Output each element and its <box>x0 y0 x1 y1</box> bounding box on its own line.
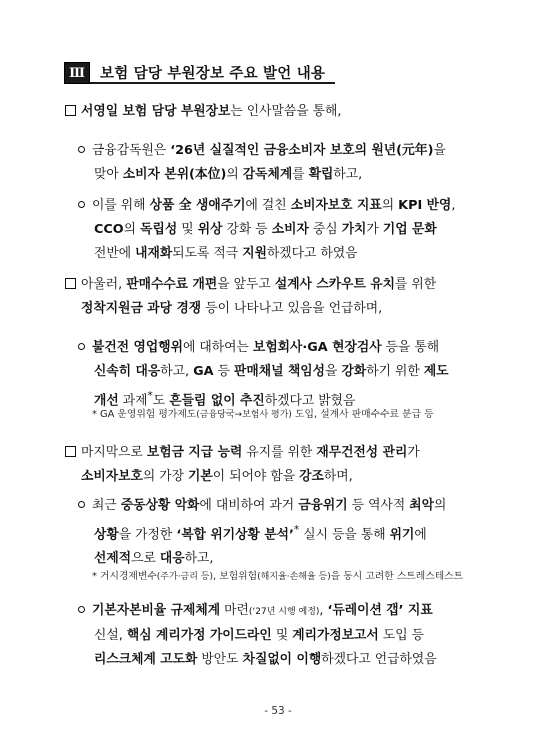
footnote-ga: * GA 운영위험 평가제도(금융당국→보험사 평가) 도입, 설계사 판매수수료 분급 등 <box>92 409 434 420</box>
paragraph-solvency <box>65 441 420 489</box>
circle-bullet-icon <box>78 501 85 508</box>
paragraph-intro <box>65 100 341 124</box>
text-line: 전반에 내재화되도록 적극 지원하겠다고 하였음 <box>94 246 358 261</box>
text-line: 금융감독원은 ‘26년 실질적인 금융소비자 보호의 원년(元年)을 <box>78 139 446 163</box>
section-title: 보험 담당 부원장보 주요 발언 내용 <box>90 62 335 84</box>
bullet-capital-ratio <box>78 599 437 672</box>
paragraph-commission <box>65 273 436 321</box>
text-line: 마지막으로 보험금 지급 능력 유지를 위한 재무건전성 관리가 <box>65 441 420 465</box>
text-line: 개선 과제*도 흔들림 없이 추진하겠다고 밝혔음 <box>94 389 356 409</box>
square-bullet-icon <box>65 446 76 457</box>
text-line: 이를 위해 상품 全 생애주기에 걸친 소비자보호 지표의 KPI 반영, <box>78 194 455 218</box>
circle-bullet-icon <box>78 201 85 208</box>
text-line: 아울러, 판매수수료 개편을 앞두고 설계사 스카우트 유치를 위한 <box>65 273 436 297</box>
square-bullet-icon <box>65 105 76 116</box>
text-line: 상황을 가정한 ‘복합 위기상황 분석’* 실시 등을 통해 위기에 <box>94 523 427 543</box>
text-line: 최근 중동상황 악화에 대비하여 과거 금융위기 등 역사적 최악의 <box>78 494 446 518</box>
circle-bullet-icon <box>78 146 85 153</box>
text-line: 불건전 영업행위에 대하여는 보험회사·GA 현장검사 등을 통해 <box>78 336 449 360</box>
circle-bullet-icon <box>78 606 85 613</box>
circle-bullet-icon <box>78 343 85 350</box>
bullet-inspection <box>78 336 449 413</box>
footnote-stress-test: * 거시경제변수(주가·금리 등), 보험위험(해지율·손해율 등)을 동시 고려한 스트레스테스트 <box>92 571 464 582</box>
section-number: Ⅲ <box>64 62 90 84</box>
page-number: - 53 - <box>264 705 292 717</box>
square-bullet-icon <box>65 278 76 289</box>
text-line: CCO의 독립성 및 위상 강화 등 소비자 중심 가치가 기업 문화 <box>94 222 437 237</box>
text-line: 정착지원금 과당 경쟁 등이 나타나고 있음을 언급하며, <box>81 301 383 316</box>
bullet-kpi <box>78 194 455 266</box>
text-line: 서영일 보험 담당 부원장보는 인사말씀을 통해, <box>65 100 341 124</box>
bullet-consumer-focus <box>78 139 446 187</box>
text-line: 기본자본비율 규제체계 마련(‘27년 시행 예정), ‘듀레이션 갭’ 지표 <box>78 599 437 624</box>
text-line: 리스크체계 고도화 방안도 차질없이 이행하겠다고 언급하였음 <box>94 652 437 667</box>
text-line: 선제적으로 대응하고, <box>94 551 214 567</box>
text-line: 맞아 소비자 본위(本位)의 감독체계를 확립하고, <box>94 167 363 182</box>
section-header <box>64 62 335 84</box>
text-line: 소비자보호의 가장 기본이 되어야 함을 강조하며, <box>81 469 353 484</box>
text-line: 신속히 대응하고, GA 등 판매채널 책임성을 강화하기 위한 제도 <box>94 364 449 379</box>
bullet-stress-test <box>78 494 446 571</box>
text-line: 신설, 핵심 계리가정 가이드라인 및 계리가정보고서 도입 등 <box>94 628 425 643</box>
